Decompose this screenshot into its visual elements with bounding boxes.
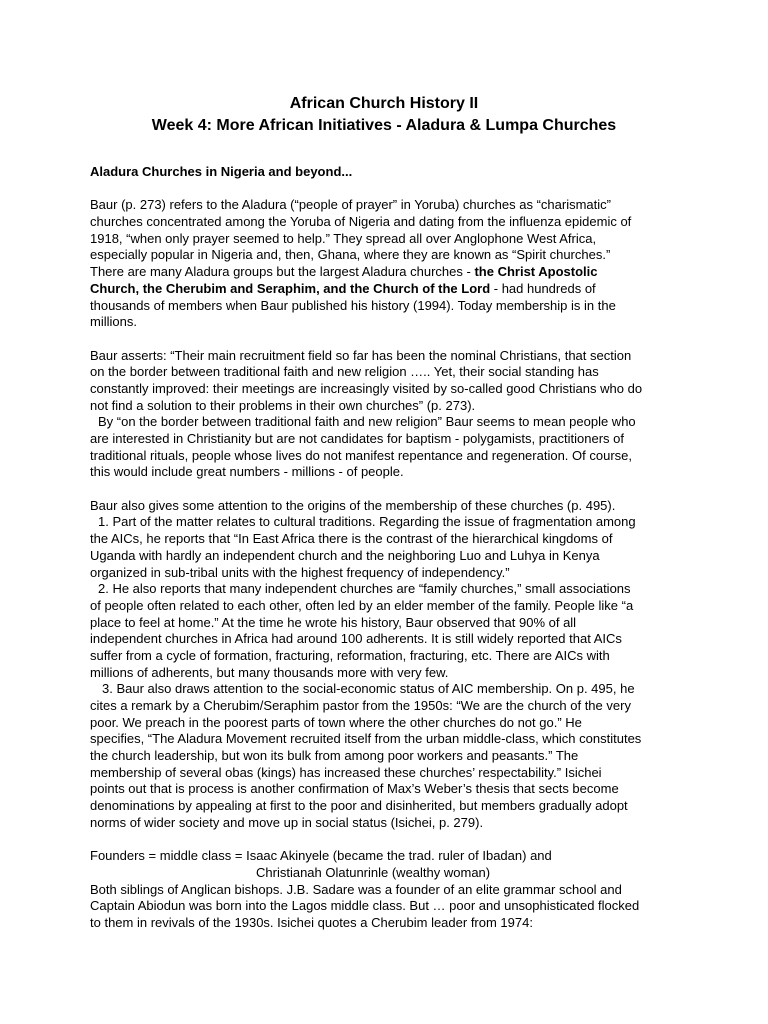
text-line: to them in revivals of the 1930s. Isichei quotes a Cherubim leader from 1974: xyxy=(90,914,533,930)
paragraph-3 xyxy=(90,498,690,832)
list-item-2: 2. He also reports that many independent churches are “family churches,” small associations xyxy=(98,581,631,597)
text-line: cites a remark by a Cherubim/Seraphim pastor from the 1950s: “We are the church of the very xyxy=(90,698,631,713)
text-line: membership of several obas (kings) has increased these churches’ respectability.” Isichei xyxy=(90,764,602,780)
text-line xyxy=(90,281,690,298)
text-line: Baur also gives some attention to the origins of the membership of these churches (p. 495). xyxy=(90,497,616,513)
document-title: African Church History II xyxy=(289,95,479,112)
text-line: norms of wider society and move up in social status (Isichei, p. 279). xyxy=(90,814,484,830)
text-line: churches concentrated among the Yoruba of Nigeria and dating from the influenza epidemic of xyxy=(90,214,632,230)
text-line: this would include great numbers - millions - of people. xyxy=(90,464,404,480)
text-line: the AICs, he reports that “In East Africa there is the contrast of the hierarchical kingdoms of xyxy=(90,531,613,547)
text-line xyxy=(90,264,690,281)
bold-church-names: Church, the Cherubim and Seraphim, and the Church of the Lord xyxy=(90,280,491,296)
paragraph-2 xyxy=(90,348,690,482)
text-line: Baur (p. 273) refers to the Aladura (“people of prayer” in Yoruba) churches as “charismatic” xyxy=(90,197,611,213)
document-body xyxy=(90,164,690,932)
text-line: points out that is process is another confirmation of Max’s Weber’s thesis that sects become xyxy=(90,781,619,797)
section-heading: Aladura Churches in Nigeria and beyond... xyxy=(90,164,353,179)
text-line: Uganda with hardly an independent church and the neighboring Luo and Luhya in Kenya xyxy=(90,547,600,563)
text-line: Founders = middle class = Isaac Akinyele (became the trad. ruler of Ibadan) and xyxy=(90,848,552,864)
text-line: are interested in Christianity but are not candidates for baptism - polygamists, practitioners of xyxy=(90,431,624,446)
text-line: poor. We preach in the poorest parts of town where the other churches do not go.” He xyxy=(90,714,582,730)
text-line: By “on the border between traditional faith and new religion” Baur seems to mean people who xyxy=(98,414,636,430)
list-item-1: 1. Part of the matter relates to cultural traditions. Regarding the issue of fragmentation among xyxy=(98,514,636,530)
text-line: Christianah Olatunrinle (wealthy woman) xyxy=(256,864,491,880)
text-line: on the border between traditional faith and new religion ….. Yet, their social standing has xyxy=(90,364,599,380)
text-line: suffer from a cycle of formation, fracturing, reformation, fracturing, etc. There are AICs with xyxy=(90,647,610,663)
document-subtitle: Week 4: More African Initiatives - Aladura & Lumpa Churches xyxy=(151,117,617,134)
text-line: specifies, “The Aladura Movement recruited itself from the urban middle-class, which constitutes xyxy=(90,731,642,747)
text-line: of people often related to each other, often led by an elder member of the family. People like “a xyxy=(90,597,634,613)
text-line: thousands of members when Baur published his history (1994). Today membership is in the xyxy=(90,297,616,313)
text-line: not find a solution to their problems in their own churches” (p. 273). xyxy=(90,397,476,413)
text-line: especially popular in Nigeria and, then, Ghana, where they are known as “Spirit churches.” xyxy=(90,247,611,263)
text-segment: There are many Aladura groups but the largest Aladura churches - xyxy=(90,264,475,280)
text-line: independent churches in Africa had around 100 adherents. It is still widely reported that AICs xyxy=(90,631,622,647)
text-line: place to feel at home.” At the time he wrote his history, Baur observed that 90% of all xyxy=(90,614,577,630)
text-line: Captain Abiodun was born into the Lagos middle class. But … poor and unsophisticated flocked xyxy=(90,898,640,914)
text-line: denominations by appealing at first to the poor and disinherited, but members gradually adopt xyxy=(90,798,628,814)
text-line: Baur asserts: “Their main recruitment field so far has been the nominal Christians, that section xyxy=(90,347,632,363)
text-line: constantly improved: their meetings are increasingly visited by so-called good Christians who do xyxy=(90,380,643,396)
text-segment: - had hundreds of xyxy=(490,280,596,296)
text-line: Both siblings of Anglican bishops. J.B. Sadare was a founder of an elite grammar school and xyxy=(90,881,622,897)
text-line: the church leadership, but won its bulk from among poor workers and peasants.” The xyxy=(90,748,579,764)
paragraph-4 xyxy=(90,848,690,931)
bold-church-names: the Christ Apostolic xyxy=(474,264,598,280)
text-line: millions. xyxy=(90,314,137,330)
text-line: organized in sub-tribal units with the highest frequency of independency.” xyxy=(90,564,510,580)
list-item-3: 3. Baur also draws attention to the social-economic status of AIC membership. On p. 495, he xyxy=(102,681,635,697)
text-line: millions of adherents, but many thousands more with very few. xyxy=(90,664,449,680)
text-line: 1918, “when only prayer seemed to help.” They spread all over Anglophone West Africa, xyxy=(90,230,597,246)
paragraph-1 xyxy=(90,197,690,331)
text-line: traditional rituals, people whose lives do not manifest repentance and regeneration. Of course, xyxy=(90,447,632,463)
